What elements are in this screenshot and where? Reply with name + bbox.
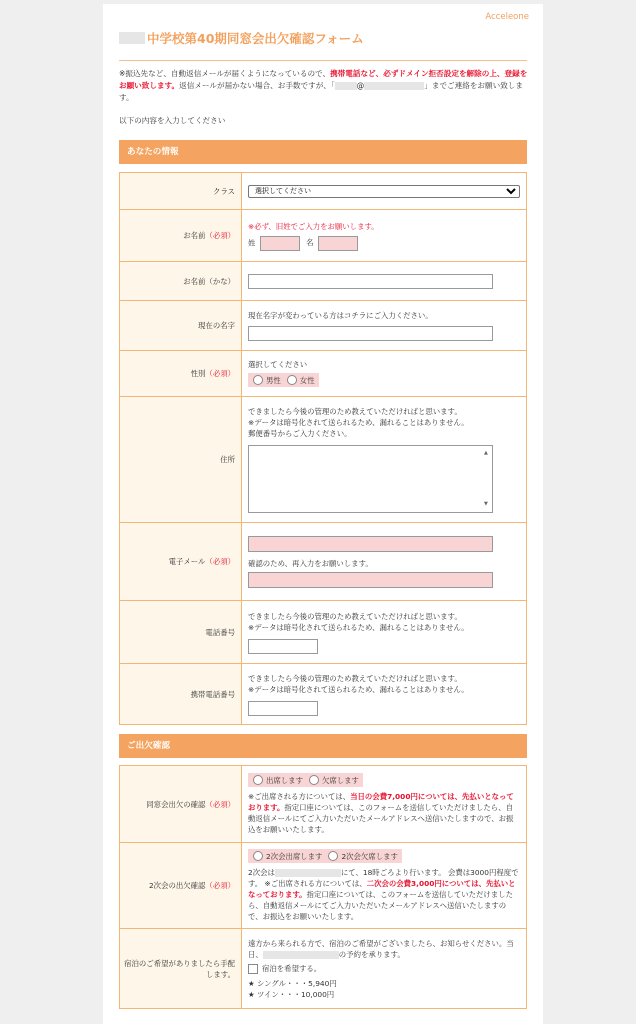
current-name-note: 現在名字が変わっている方はコチラにご入力ください。 (248, 311, 433, 320)
kana-input[interactable] (248, 274, 493, 289)
name-note: ※必ず、旧姓でご入力をお願いします。 (248, 221, 379, 231)
redacted-hotel (263, 951, 339, 959)
brand-logo: Acceleone (485, 12, 529, 22)
page-title: 中学校第40期同窓会出欠確認フォーム (147, 31, 364, 46)
class-label: クラス (120, 173, 242, 210)
last-name-input[interactable] (260, 236, 300, 251)
current-name-label: 現在の名字 (120, 301, 242, 351)
tel-input[interactable] (248, 639, 318, 654)
stay-checkbox[interactable] (248, 964, 258, 974)
textarea-scrollbar[interactable]: ▲ ▼ (484, 450, 488, 507)
name-label: お名前（必須） (120, 210, 242, 262)
second-party-radio-group: 2次会出席します 2次会欠席します (248, 849, 402, 863)
stay-note: 遠方から来られる方で、宿泊のご希望がございましたら、お知らせください。当日、 の予約を承ります。 (248, 938, 514, 959)
stay-label: 宿泊のご希望がありましたら手配します。 (120, 929, 242, 1009)
reunion-label: 同窓会出欠の確認（必須） (120, 766, 242, 843)
email-input[interactable] (248, 536, 493, 552)
gender-radio-group: 男性 女性 (248, 373, 319, 387)
redacted-venue (275, 869, 341, 877)
mobile-input[interactable] (248, 701, 318, 716)
male-radio[interactable] (253, 375, 263, 385)
address-textarea[interactable] (248, 445, 493, 513)
notice-text: ※振込先など、自動返信メールが届くようになっているので、携帯電話など、必ずドメイン拒否設定を解除の上、登録をお願い致します。返信メールが届かない場合、お手数ですが、「 @ 」までご連絡をお願い致します。 (119, 69, 528, 102)
redacted-email-domain (364, 82, 424, 90)
mobile-label: 携帯電話番号 (120, 664, 242, 725)
notice-warning: 携帯電話など、必ずドメイン拒否設定を解除の上、登録をお願い致します。 (119, 69, 528, 90)
kana-label: お名前（かな） (120, 262, 242, 301)
intro-text: 以下の内容を入力してください (119, 116, 226, 125)
current-name-input[interactable] (248, 326, 493, 341)
second-attend-radio[interactable] (253, 851, 263, 861)
twin-price: ★ ツイン・・・10,000円 (248, 989, 335, 999)
tel-label: 電話番号 (120, 601, 242, 664)
address-label: 住所 (120, 397, 242, 523)
redacted-school-name (119, 32, 145, 44)
title-divider (119, 60, 527, 61)
email-label: 電子メール（必須） (120, 523, 242, 601)
email-confirm-note: 確認のため、再入力をお願いします。 (248, 558, 373, 568)
single-price: ★ シングル・・・5,940円 (248, 978, 337, 988)
your-info-table: クラス 選択してください お名前（必須） ※必ず、旧姓でご入力をお願いします。 姓 名 お名前（かな） 現在の名字 現在名字が変わっている方はコチラにご入力ください。 性別（必須） 選択してください 男性 女性 住所 できましたら今後の管理のため教えていただければと思います。 ※データは暗号化されて送られるため、漏れることはありません。 郵便番号からご入力ください。 ▲ ▼ 電子メール（必須） 確認のため、再入力をお願いします。 電話番号 できましたら今後の管理のため教えていただければと思います。 ※データは暗号化されて送られるため、漏れることはありません。 携帯電話番号 できましたら今後の管理のため教えていただければと思います。 ※データは暗号化されて送られるため、漏れることはありません。 (119, 172, 527, 725)
section-header-attendance: ご出欠確認 (119, 734, 527, 758)
reunion-radio-group: 出席します 欠席します (248, 773, 363, 787)
gender-label: 性別（必須） (120, 351, 242, 397)
absent-radio[interactable] (309, 775, 319, 785)
gender-note: 選択してください (248, 360, 308, 369)
redacted-email-user (335, 82, 357, 90)
class-select[interactable] (248, 185, 520, 198)
attend-radio[interactable] (253, 775, 263, 785)
reunion-note: ※ご出席される方については、当日の会費7,000円については、先払いとなっております。指定口座については、このフォームを送信していただけましたら、自動返信メールにてご入力いただいたメールアドレスへ送信いたしますので、お振込をお願いいたします。 (248, 792, 514, 834)
female-radio[interactable] (287, 375, 297, 385)
email-confirm-input[interactable] (248, 572, 493, 588)
second-party-label: 2次会の出欠確認（必須） (120, 843, 242, 929)
form-page (103, 4, 543, 1024)
second-party-note: 2次会は にて、18時ごろより行います。 会費は3000円程度です。 ※ご出席される方については、二次会の会費3,000円については、先払いとなっております。指定口座については、このフォームを送信していただけましたら、自動返信メールにてご入力いただいたメールアドレスへ送信いたしますので、お振込をお願いいたします。 (248, 868, 519, 921)
attendance-table: 同窓会出欠の確認（必須） 出席します 欠席します ※ご出席される方については、当日の会費7,000円については、先払いとなっております。指定口座については、このフォームを送信していただけましたら、自動返信メールにてご入力いただいたメールアドレスへ送信いたしますので、お振込をお願いいたします。 2次会の出欠確認（必須） 2次会出席します 2次会欠席します 2次会は にて、18時ごろより行います。 会費は3000円程度です。 ※ご出席される方については、二次会の会費3,000円については、先払いとなっております。指定口座については、このフォームを送信していただけましたら、自動返信メールにてご入力いただいたメールアドレスへ送信いたしますので、お振込をお願いいたします。 宿泊のご希望がありましたら手配します。 遠方から来られる方で、宿泊のご希望がございましたら、お知らせください。当日、 の予約を承ります。 宿泊を希望する。 ★ シングル・・・5,940円 ★ ツイン・・・10,000円 (119, 765, 527, 1009)
page-title-row (119, 30, 364, 46)
second-absent-radio[interactable] (328, 851, 338, 861)
first-name-input[interactable] (318, 236, 358, 251)
section-header-your-info: あなたの情報 (119, 140, 527, 164)
